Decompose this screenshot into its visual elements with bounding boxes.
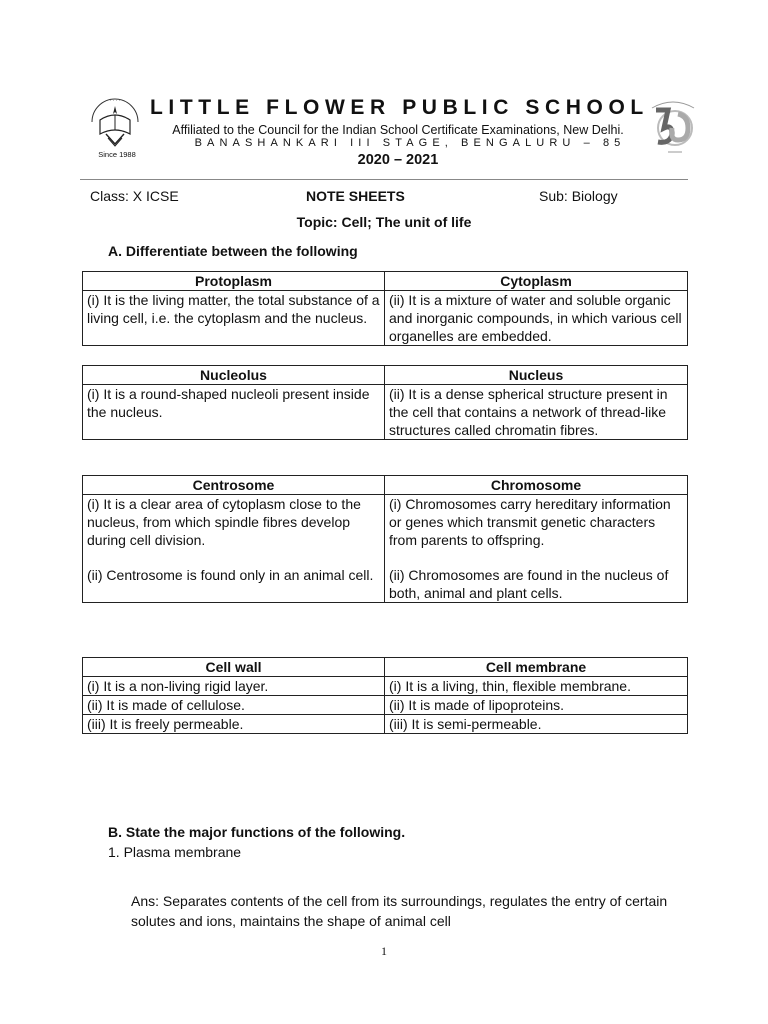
academic-year: 2020 – 2021: [357, 152, 439, 168]
answer-text: Ans: Separates contents of the cell from its surroundings, regulates the entry of certain solutes and ions, maintains the shape of animal cell: [131, 893, 668, 929]
header-divider: [80, 179, 688, 180]
table-cell: [83, 495, 385, 603]
section-a-heading: A. Differentiate between the following: [108, 243, 358, 259]
page-number: 1: [381, 944, 387, 958]
school-logo: [86, 92, 144, 158]
table-cell: (ii) It is a mixture of water and soluble organic and inorganic compounds, in which various cell organelles are embedded.: [385, 291, 688, 346]
cell-paragraph: (i) It is a clear area of cytoplasm close to the nucleus, from which spindle fibres develop during cell division.: [87, 496, 361, 548]
table-cell: (iii) It is freely permeable.: [83, 715, 385, 734]
table-cell: (i) It is a living, thin, flexible membrane.: [385, 677, 688, 696]
table-cell: (ii) It is made of cellulose.: [83, 696, 385, 715]
cell-paragraph: (i) Chromosomes carry hereditary information or genes which transmit genetic characters from parents to offspring.: [389, 496, 671, 548]
school-name: LITTLE FLOWER PUBLIC SCHOOL: [150, 96, 649, 119]
table-header: Centrosome: [83, 476, 385, 495]
table-header: Cell wall: [83, 658, 385, 677]
table-header: Nucleolus: [83, 366, 385, 385]
table-row: [83, 677, 688, 696]
address-line: BANASHANKARI III STAGE, BENGALURU – 85: [194, 137, 626, 149]
table-header: Chromosome: [385, 476, 688, 495]
table-header: Nucleus: [385, 366, 688, 385]
comparison-table-nucleolus-nucleus: [82, 365, 688, 440]
subject-label: Sub: Biology: [539, 188, 618, 204]
table-cell: (i) It is a round-shaped nucleoli present inside the nucleus.: [83, 385, 385, 440]
table-cell: (iii) It is semi-permeable.: [385, 715, 688, 734]
anniversary-emblem: [648, 94, 698, 156]
logo-caption: Since 1988: [98, 150, 136, 159]
question-item: 1. Plasma membrane: [108, 844, 242, 860]
table-cell: (ii) It is a dense spherical structure present in the cell that contains a network of thread-like structures called chromatin fibres.: [385, 385, 688, 440]
comparison-table-cellwall-cellmembrane: [82, 657, 688, 734]
cell-paragraph: (ii) Chromosomes are found in the nucleus of both, animal and plant cells.: [389, 567, 669, 601]
comparison-table-protoplasm-cytoplasm: [82, 271, 688, 346]
class-label: Class: X ICSE: [90, 188, 179, 204]
table-row: [83, 715, 688, 734]
table-header: Cell membrane: [385, 658, 688, 677]
table-row: [83, 696, 688, 715]
svg-text:· · · · · ·: · · · · · ·: [106, 98, 124, 104]
section-b-heading: B. State the major functions of the following.: [108, 824, 406, 840]
table-cell: (i) It is the living matter, the total substance of a living cell, i.e. the cytoplasm and the nucleus.: [83, 291, 385, 346]
cell-paragraph: (ii) Centrosome is found only in an animal cell.: [87, 567, 374, 583]
table-header: Protoplasm: [83, 272, 385, 291]
table-cell: (ii) It is made of lipoproteins.: [385, 696, 688, 715]
comparison-table-centrosome-chromosome: [82, 475, 688, 603]
topic-heading: Topic: Cell; The unit of life: [296, 214, 472, 230]
table-cell: [385, 495, 688, 603]
table-cell: (i) It is a non-living rigid layer.: [83, 677, 385, 696]
document-title: NOTE SHEETS: [306, 188, 405, 204]
table-header: Cytoplasm: [385, 272, 688, 291]
affiliation-line: Affiliated to the Council for the Indian School Certificate Examinations, New Delhi.: [172, 123, 624, 137]
